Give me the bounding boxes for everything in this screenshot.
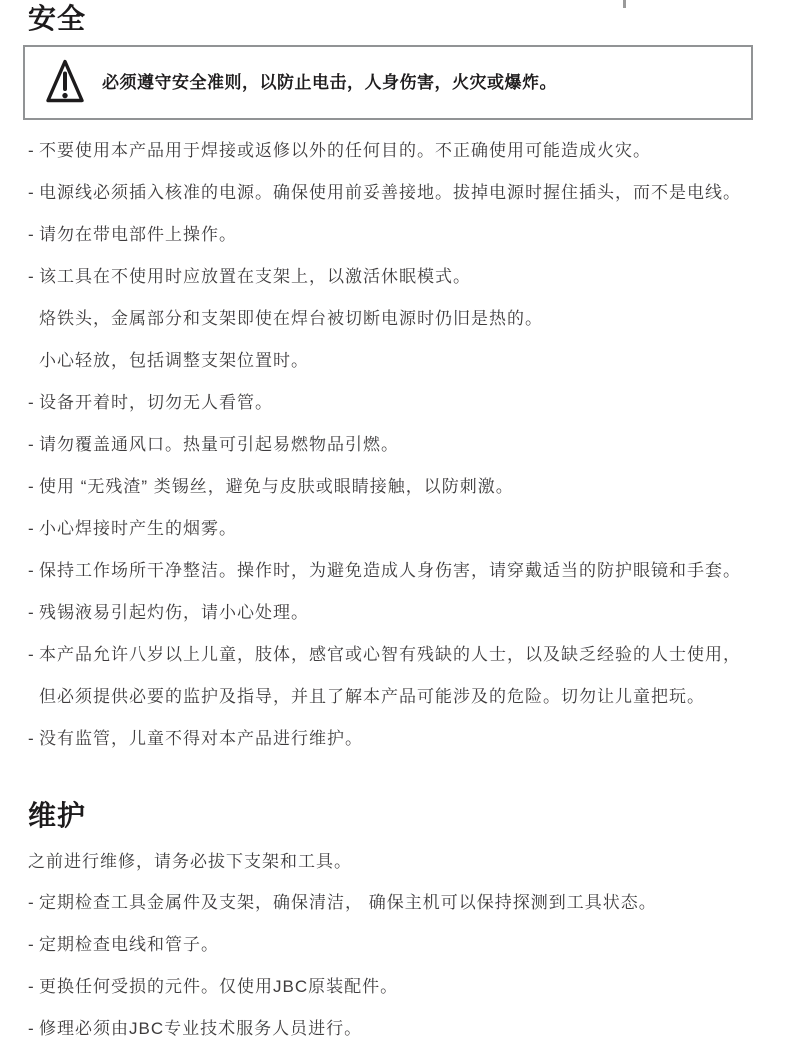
list-item [28, 267, 760, 287]
list-item [28, 519, 760, 539]
bullet-dash: - [28, 393, 35, 412]
list-item [28, 309, 760, 329]
list-item [28, 561, 760, 581]
bullet-dash: - [28, 519, 35, 538]
bullet-dash: - [28, 893, 35, 912]
bullet-dash: - [28, 183, 35, 202]
maintenance-intro: 之前进行维修，请务必拔下支架和工具。 [28, 852, 352, 871]
warning-triangle-icon [45, 58, 85, 104]
list-item-text: 残锡液易引起灼伤，请小心处理。 [39, 603, 309, 622]
list-item [28, 729, 760, 749]
list-item [28, 893, 760, 913]
list-item-text: 烙铁头，金属部分和支架即使在焊台被切断电源时仍旧是热的。 [39, 309, 543, 328]
list-item [28, 225, 760, 245]
bullet-dash: - [28, 435, 35, 454]
list-item [28, 141, 760, 161]
list-item-text: 小心轻放，包括调整支架位置时。 [39, 351, 309, 370]
list-item [28, 645, 760, 665]
list-item-text: 修理必须由JBC专业技术服务人员进行。 [39, 1019, 363, 1038]
list-item-text: 小心焊接时产生的烟雾。 [39, 519, 237, 538]
section-title-maintenance: 维护 [28, 800, 87, 831]
list-item-text: 请勿在带电部件上操作。 [39, 225, 237, 244]
bullet-dash: - [28, 645, 35, 664]
bullet-dash [28, 309, 39, 329]
list-item-text: 该工具在不使用时应放置在支架上，以激活休眠模式。 [39, 267, 471, 286]
bullet-dash: - [28, 477, 35, 496]
list-item [28, 1019, 760, 1039]
list-item [28, 687, 760, 707]
list-item-text: 使用 “无残渣” 类锡丝，避免与皮肤或眼睛接触，以防刺激。 [39, 477, 514, 496]
list-item [28, 477, 760, 497]
bullet-dash: - [28, 561, 35, 580]
bullet-dash: - [28, 1019, 35, 1038]
list-item-text: 请勿覆盖通风口。热量可引起易燃物品引燃。 [39, 435, 399, 454]
list-item-text: 更换任何受损的元件。仅使用JBC原装配件。 [39, 977, 399, 996]
safety-list [28, 141, 760, 749]
bullet-dash [28, 687, 39, 707]
maintenance-list [28, 893, 760, 1039]
list-item [28, 393, 760, 413]
warning-text: 必须遵守安全准则，以防止电击，人身伤害，火灾或爆炸。 [102, 73, 557, 92]
list-item-text: 设备开着时，切勿无人看管。 [39, 393, 273, 412]
bullet-dash: - [28, 267, 35, 286]
list-item-text: 保持工作场所干净整洁。操作时，为避免造成人身伤害，请穿戴适当的防护眼镜和手套。 [39, 561, 741, 580]
list-item-text: 但必须提供必要的监护及指导，并且了解本产品可能涉及的危险。切勿让儿童把玩。 [39, 687, 705, 706]
list-item [28, 351, 760, 371]
list-item [28, 183, 760, 203]
bullet-dash: - [28, 141, 35, 160]
list-item-text: 本产品允许八岁以上儿童，肢体，感官或心智有残缺的人士，以及缺乏经验的人士使用， [39, 645, 741, 664]
bullet-dash: - [28, 225, 35, 244]
bullet-dash: - [28, 729, 35, 748]
list-item-text: 定期检查工具金属件及支架，确保清洁， 确保主机可以保持探测到工具状态。 [39, 893, 657, 912]
list-item-text: 不要使用本产品用于焊接或返修以外的任何目的。不正确使用可能造成火灾。 [39, 141, 651, 160]
list-item [28, 603, 760, 623]
bullet-dash: - [28, 977, 35, 996]
bullet-dash: - [28, 935, 35, 954]
list-item [28, 977, 760, 997]
list-item-text: 定期检查电线和管子。 [39, 935, 219, 954]
list-item [28, 935, 760, 955]
list-item [28, 435, 760, 455]
bullet-dash [28, 351, 39, 371]
scan-artifact [623, 0, 626, 8]
warning-box [23, 45, 753, 120]
section-title-safety: 安全 [28, 3, 87, 34]
list-item-text: 电源线必须插入核准的电源。确保使用前妥善接地。拔掉电源时握住插头，而不是电线。 [39, 183, 741, 202]
page-content [0, 3, 790, 1039]
bullet-dash: - [28, 603, 35, 622]
list-item-text: 没有监管，儿童不得对本产品进行维护。 [39, 729, 363, 748]
